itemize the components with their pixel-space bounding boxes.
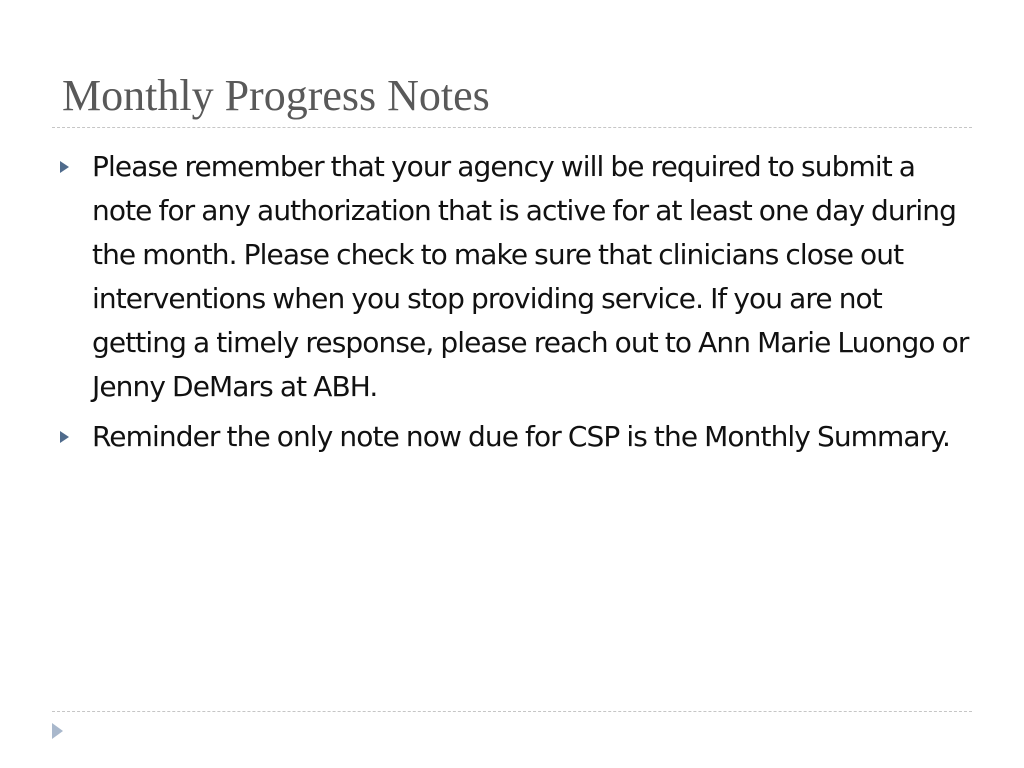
bullet-triangle-icon <box>60 145 92 189</box>
bullet-triangle-icon <box>60 415 92 459</box>
bullet-text: Please remember that your agency will be required to submit a note for any authorization that is active for at least one day during the month. Please check to make sure that clinicians close out interventions when you stop providing service. If you are not getting a timely response, please reach out to Ann Marie Luongo or Jenny DeMars at ABH. <box>92 150 969 403</box>
corner-triangle-icon <box>52 723 63 744</box>
title-divider <box>52 127 972 128</box>
bullet-list <box>60 145 970 465</box>
footer-divider <box>52 711 972 712</box>
bullet-item-2 <box>60 415 970 459</box>
bullet-text: Reminder the only note now due for CSP is the Monthly Summary. <box>92 420 950 453</box>
bullet-item-1 <box>60 145 970 409</box>
slide-title: Monthly Progress Notes <box>62 71 490 120</box>
